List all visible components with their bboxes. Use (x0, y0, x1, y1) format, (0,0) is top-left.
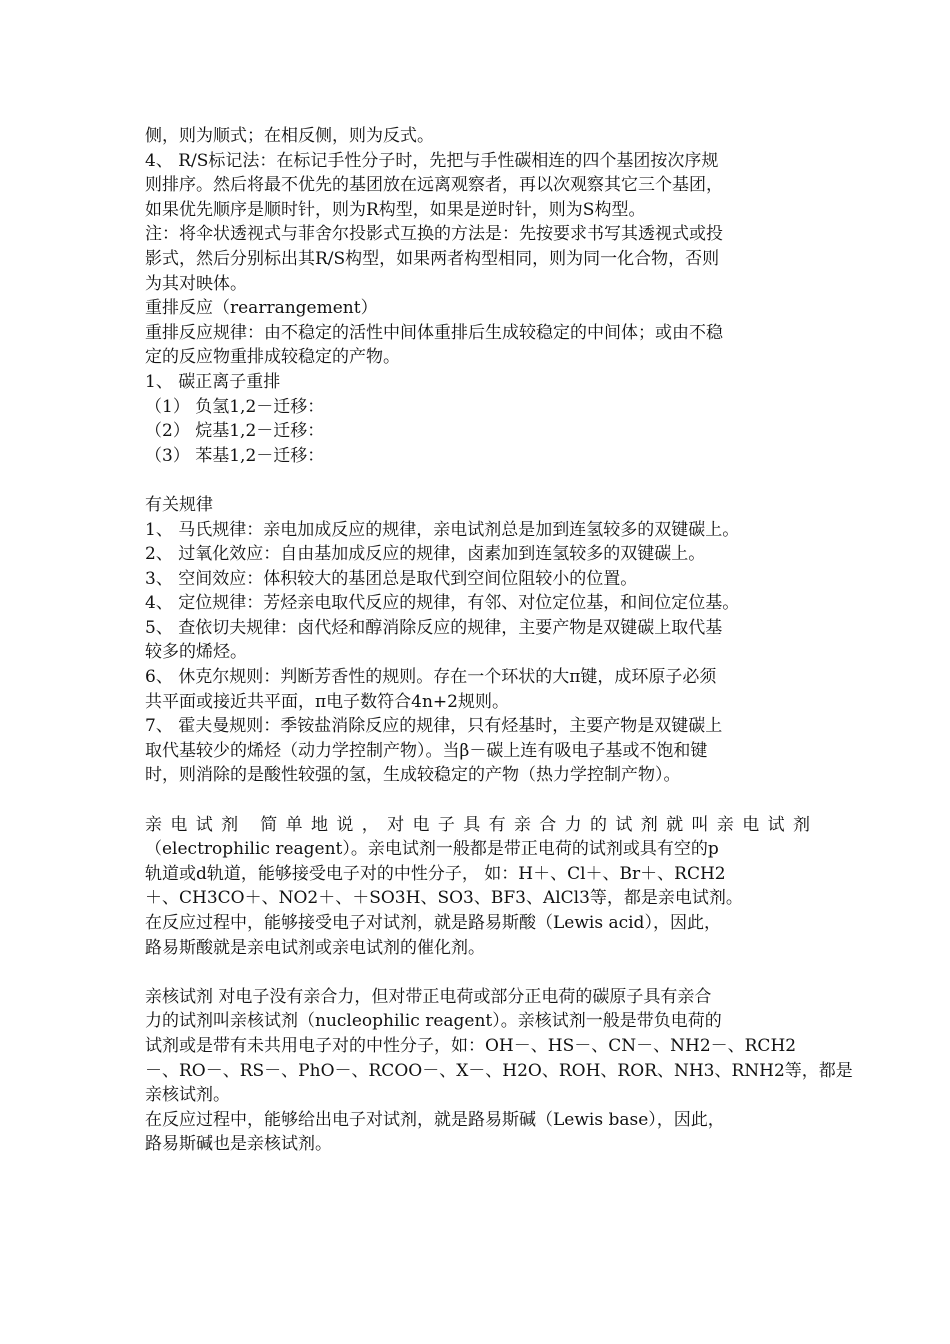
text-line: 在反应过程中，能够接受电子对试剂，就是路易斯酸（Lewis acid），因此， (145, 913, 721, 933)
list-item: （2） 烷基1,2－迁移： (145, 421, 325, 442)
blank-line (145, 468, 810, 493)
list-item: 1、 碳正离子重排 (145, 371, 281, 392)
section-heading-rules: 有关规律 (145, 494, 213, 515)
list-item: 4、 定位规律：芳烃亲电取代反应的规律，有邻、对位定位基，和间位定位基。 (145, 593, 740, 614)
text-line: －、RO－、RS－、PhO－、RCOO－、X－、H2O、ROH、ROR、NH3、RNH2等，都是 (145, 1060, 853, 1081)
list-item: 3、 空间效应：体积较大的基团总是取代到空间位阻较小的位置。 (145, 568, 638, 589)
text-line: 亲核试剂。 (145, 1085, 230, 1106)
text-line: 侧，则为顺式；在相反侧，则为反式。 (145, 126, 434, 146)
blank-line (145, 960, 810, 985)
list-item: 2、 过氧化效应：自由基加成反应的规律，卤素加到连氢较多的双键碳上。 (145, 544, 706, 565)
blank-line (145, 788, 810, 813)
list-item: 6、 休克尔规则：判断芳香性的规则。存在一个环状的大π键，成环原子必须 (145, 667, 717, 688)
text-line: 路易斯碱也是亲核试剂。 (145, 1134, 332, 1155)
text-line: 路易斯酸就是亲电试剂或亲电试剂的催化剂。 (145, 937, 485, 958)
text-line: 时，则消除的是酸性较强的氢，生成较稳定的产物（热力学控制产物）。 (145, 765, 681, 786)
document-body (145, 124, 853, 1157)
text-line: 共平面或接近共平面，π电子数符合4n+2规则。 (145, 691, 509, 712)
text-line: 则排序。然后将最不优先的基团放在远离观察者，再以次观察其它三个基团， (145, 175, 723, 196)
text-line: 如果优先顺序是顺时针，则为R构型，如果是逆时针，则为S构型。 (145, 199, 646, 220)
text-line: 在反应过程中，能够给出电子对试剂，就是路易斯碱（Lewis base），因此， (145, 1109, 725, 1130)
section-heading-rearrangement: 重排反应（rearrangement） (145, 298, 378, 319)
text-line: 注：将伞状透视式与菲舍尔投影式互换的方法是：先按要求书写其透视式或投 (145, 224, 723, 245)
text-line: 取代基较少的烯烃（动力学控制产物）。当β－碳上连有吸电子基或不饱和键 (145, 740, 708, 761)
text-line: ＋、CH3CO＋、NO2＋、＋SO3H、SO3、BF3、AlCl3等，都是亲电试剂。 (145, 888, 743, 909)
list-item: （1） 负氢1,2－迁移： (145, 396, 325, 417)
text-line: 为其对映体。 (145, 273, 247, 294)
list-item: （3） 苯基1,2－迁移： (145, 445, 325, 466)
text-line: 力的试剂叫亲核试剂（nucleophilic reagent）。亲核试剂一般是带负电荷的 (145, 1011, 722, 1032)
text-line: 试剂或是带有未共用电子对的中性分子，如：OH－、HS－、CN－、NH2－、RCH2 (145, 1035, 797, 1056)
text-line: 定的反应物重排成较稳定的产物。 (145, 347, 400, 368)
section-heading-electrophile: 亲电试剂 简单地说，对电子具有亲合力的试剂就叫亲电试剂 (145, 814, 810, 835)
list-item: 1、 马氏规律：亲电加成反应的规律，亲电试剂总是加到连氢较多的双键碳上。 (145, 519, 740, 540)
text-line: 轨道或d轨道，能够接受电子对的中性分子， 如：H＋、Cl＋、Br＋、RCH2 (145, 863, 726, 884)
text-line: 影式，然后分别标出其R/S构型，如果两者构型相同，则为同一化合物，否则 (145, 248, 720, 269)
text-line: 重排反应规律：由不稳定的活性中间体重排后生成较稳定的中间体；或由不稳 (145, 322, 723, 343)
text-line: （electrophilic reagent）。亲电试剂一般都是带正电荷的试剂或具有空的p (145, 839, 719, 860)
text-line: 4、 R/S标记法：在标记手性分子时，先把与手性碳相连的四个基团按次序规 (145, 150, 719, 171)
list-item: 5、 查依切夫规律：卤代烃和醇消除反应的规律，主要产物是双键碳上取代基 (145, 617, 723, 638)
section-heading-nucleophile: 亲核试剂 对电子没有亲合力，但对带正电荷或部分正电荷的碳原子具有亲合 (145, 986, 712, 1007)
list-item: 7、 霍夫曼规则：季铵盐消除反应的规律，只有烃基时，主要产物是双键碳上 (145, 716, 723, 737)
text-line: 较多的烯烃。 (145, 642, 247, 663)
